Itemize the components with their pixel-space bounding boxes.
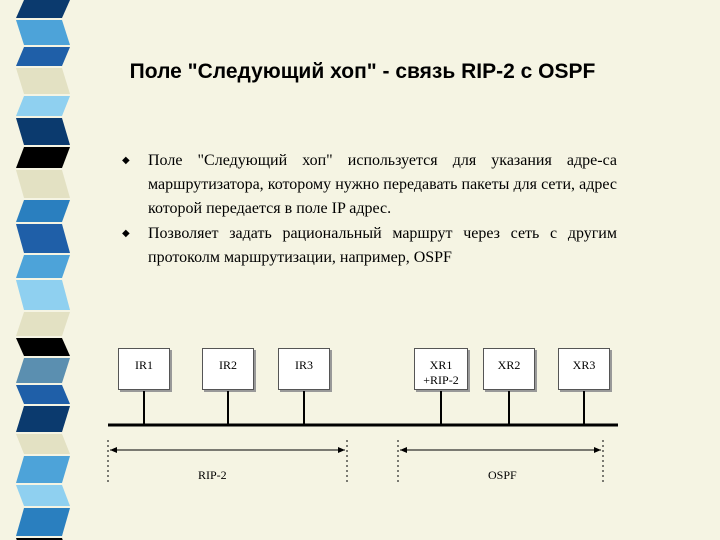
stripe-block <box>16 255 70 278</box>
decorative-stripe <box>0 0 82 540</box>
router-label: XR2 <box>497 358 521 372</box>
stripe-block <box>16 68 70 94</box>
slide-title: Поле "Следующий хоп" - связь RIP-2 с OSPF <box>129 60 596 83</box>
stripe-block <box>16 338 70 356</box>
router-sublabel: +RIP-2 <box>423 373 459 387</box>
ospf-segment-label: OSPF <box>488 468 517 482</box>
stripe-block <box>16 224 70 253</box>
stripe-block <box>16 358 70 383</box>
stripe-block <box>16 385 70 404</box>
router-label: XR1 <box>429 358 453 372</box>
stripe-block <box>16 200 70 222</box>
router-xr3 <box>558 348 610 390</box>
stripe-block <box>16 170 70 198</box>
stripe-block <box>16 118 70 145</box>
stripe-block <box>16 20 70 45</box>
router-xr2 <box>483 348 535 390</box>
router-label: XR3 <box>572 358 596 372</box>
router-label: IR3 <box>295 358 313 372</box>
bullet-item <box>122 222 622 270</box>
bullet-text: Поле "Следующий хоп" используется для указания адре-са маршрутизатора, которому нужно передавать пакеты для сети, адрес которой передается в поле IP адрес. <box>148 152 617 217</box>
stripe-block <box>16 280 70 310</box>
bullet-text: Позволяет задать рациональный маршрут через сеть с другим протоколм маршрутизации, например, OSPF <box>148 225 617 266</box>
stripe-block <box>16 406 70 432</box>
stripe-block <box>16 312 70 336</box>
stripe-block <box>16 96 70 116</box>
router-label: IR1 <box>135 358 153 372</box>
router-ir2 <box>202 348 254 390</box>
stripe-block <box>16 0 70 18</box>
router-xr1 <box>414 348 468 390</box>
stripe-block <box>16 47 70 66</box>
bullet-item <box>122 149 622 221</box>
router-label: IR2 <box>219 358 237 372</box>
stripe-block <box>16 147 70 168</box>
stripe-block <box>16 456 70 483</box>
diamond-bullet-icon: ◆ <box>122 228 130 239</box>
router-ir1 <box>118 348 170 390</box>
diamond-bullet-icon: ◆ <box>122 155 130 166</box>
router-ir3 <box>278 348 330 390</box>
stripe-block <box>16 434 70 454</box>
rip2-segment-label: RIP-2 <box>198 468 227 482</box>
stripe-block <box>16 485 70 506</box>
stripe-block <box>16 508 70 536</box>
